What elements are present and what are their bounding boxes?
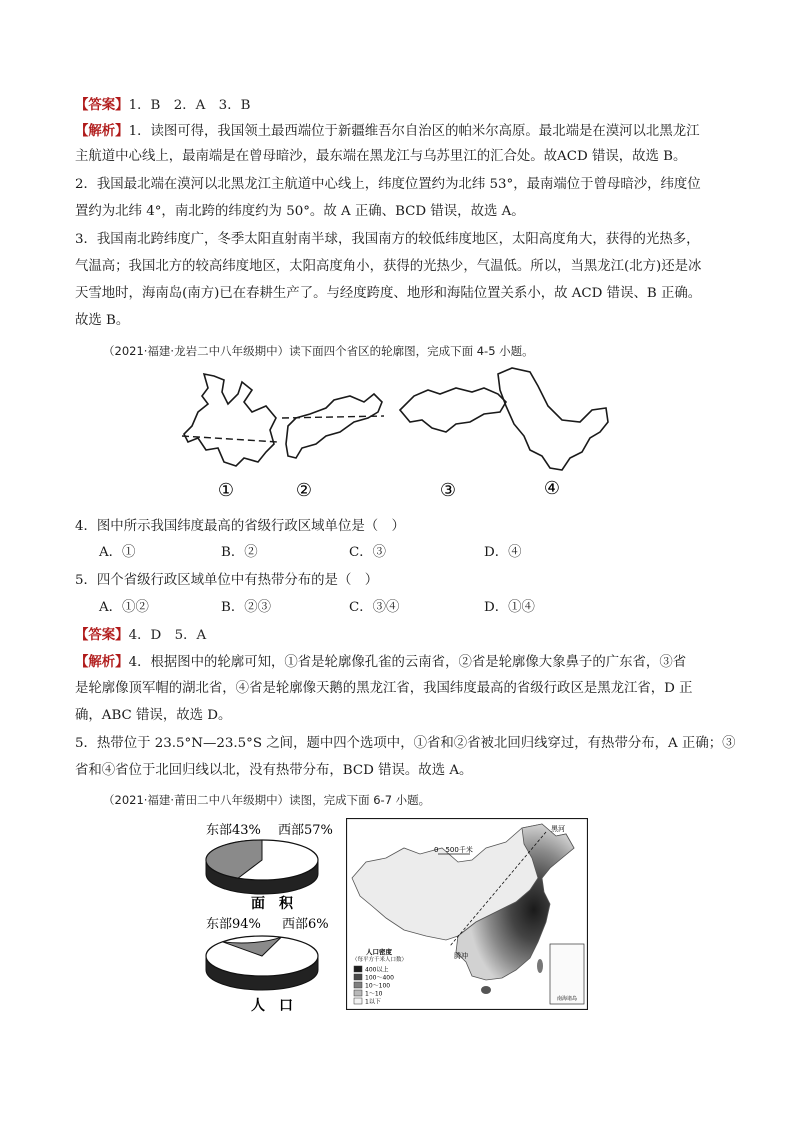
answer-tag: 【答案】 <box>75 97 129 113</box>
legend-item-label: 1以下 <box>365 998 381 1006</box>
outline-label-2: ② <box>295 480 313 501</box>
heihe-label: 黑河 <box>551 825 565 833</box>
area-east-label: 东部43% <box>206 823 261 838</box>
outline-label-4: ④ <box>543 478 561 499</box>
answer-tag: 【答案】 <box>75 627 129 643</box>
question-4-stem: 4．图中所示我国纬度最高的省级行政区域单位是（ ） <box>75 519 405 534</box>
outline-label-3: ③ <box>439 480 457 501</box>
analysis-text: 是轮廓像顶军帽的湖北省，④省是轮廓像天鹅的黑龙江省，我国纬度最高的省级行政区是黑龙江省，D 正 <box>75 681 693 696</box>
legend-item-label: 400以上 <box>365 966 389 974</box>
question-5-stem: 5．四个省级行政区域单位中有热带分布的是（ ） <box>75 573 379 588</box>
pop-east-label: 东部94% <box>206 917 261 932</box>
scale-label: 0 500千米 <box>434 846 473 854</box>
analysis-text: 故选 B。 <box>75 313 130 328</box>
province-outlines-figure <box>178 366 618 504</box>
analysis-text: 省和④省位于北回归线以北，没有热带分布，BCD 错误。故选 A。 <box>75 763 473 778</box>
area-pie <box>206 840 318 894</box>
pie-charts-figure <box>198 816 346 1014</box>
outline-heilongjiang <box>498 368 608 470</box>
answer-line-1 <box>75 96 250 115</box>
inset-label: 南海诸岛 <box>556 996 578 1002</box>
analysis-text: 4．根据图中的轮廓可知，①省是轮廓像孔雀的云南省，②省是轮廓像大象鼻子的广东省，③省 <box>128 655 687 670</box>
analysis-text: 气温高；我国北方的较高纬度地区，太阳高度角小，获得的光热少，气温低。所以，当黑龙江(北方)还是冰 <box>75 259 702 274</box>
legend-subtitle: （每平方千米人口数） <box>352 957 408 963</box>
q5-option-a[interactable]: A．①② <box>99 600 149 615</box>
question-source-1: （2021·福建·龙岩二中八年级期中）读下面四个省区的轮廓图，完成下面 4-5 小题。 <box>103 344 534 358</box>
south-sea-inset <box>550 944 584 1004</box>
outline-guangdong <box>286 394 382 458</box>
answer-line-2 <box>75 626 206 645</box>
q4-option-b[interactable]: B．② <box>221 545 258 560</box>
legend-swatch <box>354 966 362 972</box>
analysis-text: 主航道中心线上，最南端是在曾母暗沙，最东端在黑龙江与乌苏里江的汇合处。故ACD 错误，故选 B。 <box>75 149 687 164</box>
analysis-text: 天雪地时，海南岛(南方)已在春耕生产了。与经度跨度、地形和海陆位置关系小，故 ACD 错误、B 正确。 <box>75 286 702 301</box>
tengchong-label: 腾冲 <box>454 952 468 960</box>
population-pie-title: 人 口 <box>251 998 293 1014</box>
analysis-line <box>75 653 686 672</box>
legend-title: 人口密度 <box>366 948 392 956</box>
analysis-text: 1．读图可得，我国领土最西端位于新疆维吾尔自治区的帕米尔高原。最北端是在漠河以北黑龙江 <box>128 124 700 139</box>
answer-text: 1．B 2．A 3．B <box>128 98 251 113</box>
q4-option-d[interactable]: D．④ <box>484 545 522 560</box>
q5-option-c[interactable]: C．③④ <box>349 600 400 615</box>
analysis-text: 5．热带位于 23.5°N—23.5°S 之间，题中四个选项中，①省和②省被北回归线穿过，有热带分布，A 正确；③ <box>75 736 736 751</box>
analysis-text: 3．我国南北跨纬度广，冬季太阳直射南半球，我国南方的较低纬度地区，太阳高度角大，获得的光热多， <box>75 232 700 247</box>
q4-option-a[interactable]: A．① <box>99 545 136 560</box>
q5-option-b[interactable]: B．②③ <box>221 600 272 615</box>
legend-swatch <box>354 990 362 996</box>
population-density-map <box>346 818 588 1010</box>
map-taiwan <box>537 959 543 973</box>
legend-item-label: 100～400 <box>365 974 394 982</box>
legend-item-label: 10～100 <box>365 982 391 990</box>
analysis-text: 确，ABC 错误，故选 D。 <box>75 708 232 723</box>
outline-label-1: ① <box>217 480 235 501</box>
legend-swatch <box>354 998 362 1004</box>
legend-swatch <box>354 974 362 980</box>
q4-option-c[interactable]: C．③ <box>349 545 387 560</box>
analysis-tag: 【解析】 <box>75 654 129 670</box>
pop-west-label: 西部6% <box>282 917 329 932</box>
population-pie <box>206 936 318 990</box>
map-hainan <box>481 986 491 994</box>
analysis-text: 置约为北纬 4°，南北跨的纬度约为 50°。故 A 正确、BCD 错误，故选 A。 <box>75 204 525 219</box>
answer-text: 4．D 5．A <box>128 628 207 643</box>
legend-swatch <box>354 982 362 988</box>
outline-hubei <box>400 388 506 432</box>
analysis-text: 2．我国最北端在漠河以北黑龙江主航道中心线上，纬度位置约为北纬 53°，最南端位于曾母暗沙，纬度位 <box>75 177 701 192</box>
q5-option-d[interactable]: D．①④ <box>484 600 535 615</box>
analysis-tag: 【解析】 <box>75 123 129 139</box>
area-west-label: 西部57% <box>278 823 333 838</box>
legend-item-label: 1～10 <box>365 990 383 998</box>
area-pie-title: 面 积 <box>251 896 293 912</box>
analysis-line <box>75 122 700 141</box>
outline-yunnan <box>184 374 276 466</box>
question-source-2: （2021·福建·莆田二中八年级期中）读图，完成下面 6-7 小题。 <box>103 793 431 807</box>
